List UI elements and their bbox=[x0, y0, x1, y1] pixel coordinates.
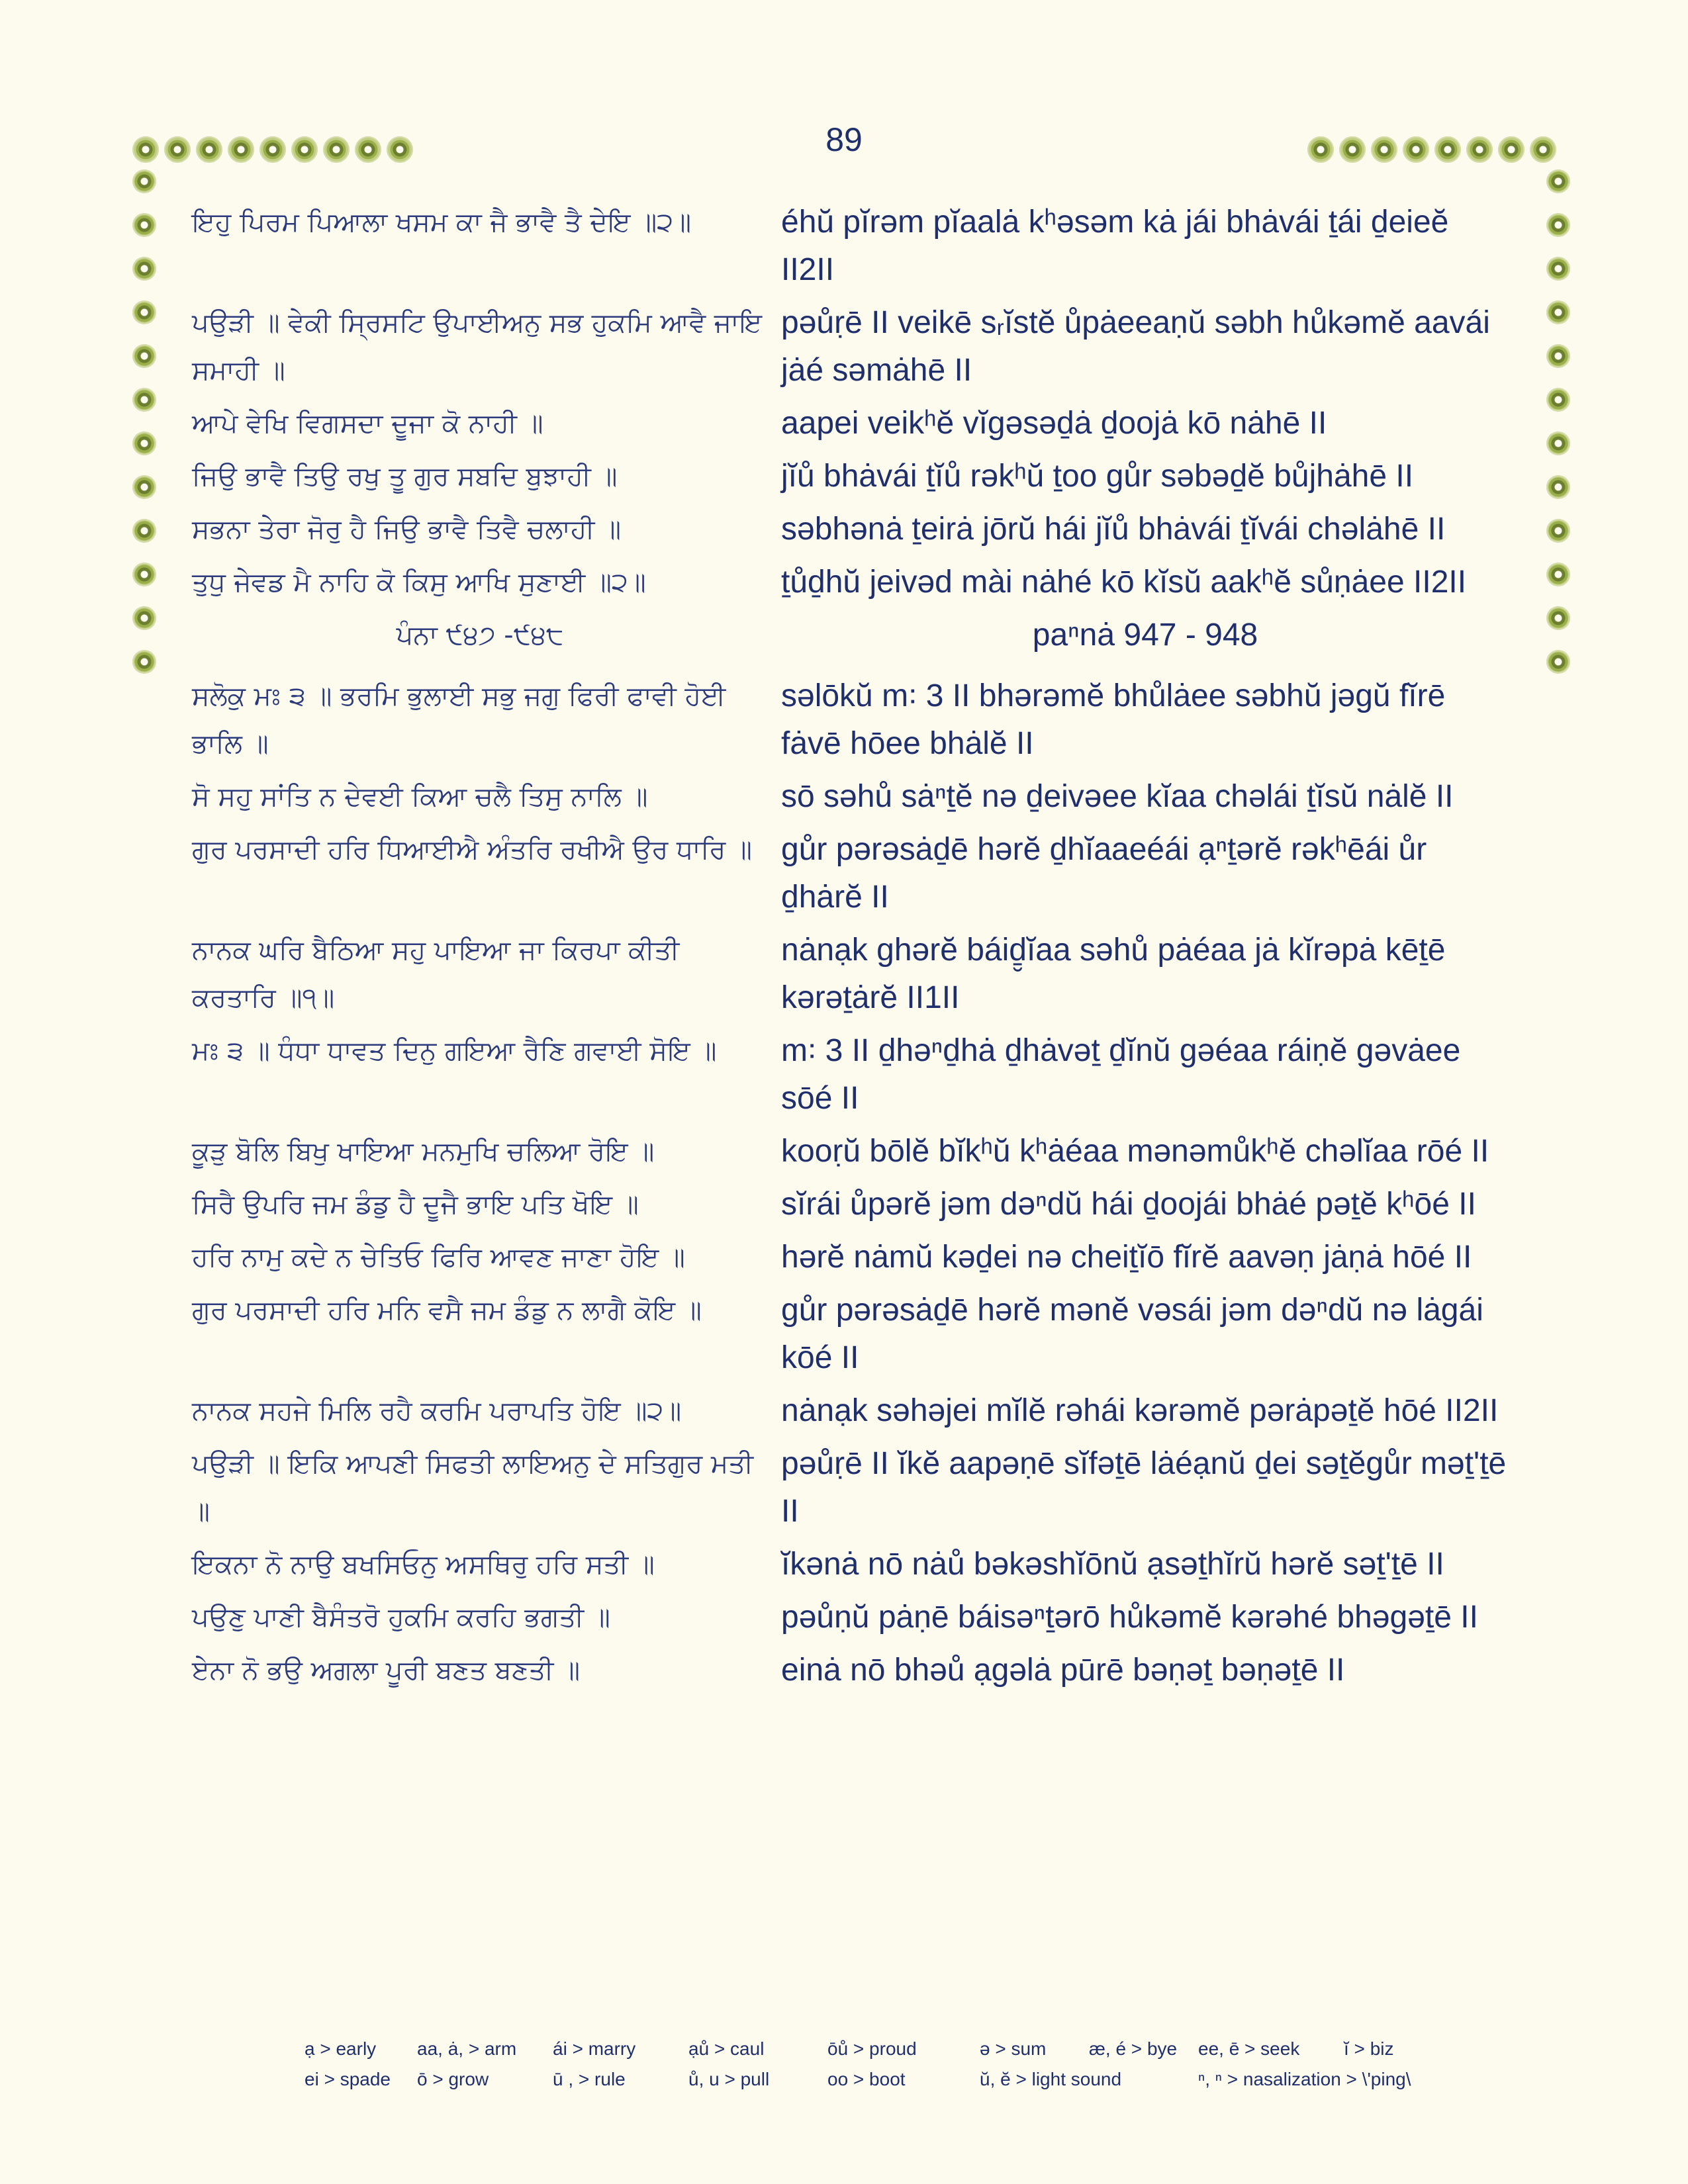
transliteration-line: kooṛŭ bōlĕ bĭkʰŭ kʰȧéaa mənəmůkʰĕ chəlĭaa rōé II bbox=[781, 1134, 1489, 1169]
legend-row bbox=[305, 2069, 1496, 2090]
legend-item: ŭ, ĕ > light sound bbox=[980, 2069, 1122, 2089]
transliteration-line: pəůṇŭ pȧṇē báisəⁿṯərō hůkəmĕ kərəhé bhəgəṯē II bbox=[781, 1600, 1478, 1635]
verse-row bbox=[192, 1234, 1509, 1281]
flower-ornament-icon bbox=[132, 213, 156, 237]
ornament-top-left bbox=[132, 136, 413, 163]
gurmukhi-line: ਗੁਰ ਪਰਸਾਦੀ ਹਰਿ ਧਿਆਈਐ ਅੰਤਰਿ ਰਖੀਐ ਉਰ ਧਾਰਿ ॥ bbox=[192, 835, 752, 865]
flower-ornament-icon bbox=[259, 136, 286, 163]
transliteration-line: ṯůḏhŭ jeivəd mài nȧhé kō kĭsŭ aakʰĕ sůṇȧee II2II bbox=[781, 565, 1467, 600]
verse-row bbox=[192, 1387, 1509, 1435]
pronunciation-legend bbox=[305, 2038, 1496, 2099]
transliteration-line: sĭrái ůpərĕ jəm dəⁿdŭ hái ḏoojái bhȧé pəṯĕ kʰōé II bbox=[781, 1187, 1476, 1222]
flower-ornament-icon bbox=[1530, 136, 1556, 163]
flower-ornament-icon bbox=[1546, 213, 1570, 237]
verse-table bbox=[192, 199, 1509, 1700]
flower-ornament-icon bbox=[1546, 563, 1570, 586]
gurmukhi-line: ਇਹੁ ਪਿਰਮ ਪਿਆਲਾ ਖਸਮ ਕਾ ਜੈ ਭਾਵੈ ਤੈ ਦੇਇ ॥੨॥ bbox=[192, 207, 692, 238]
flower-ornament-icon bbox=[132, 519, 156, 543]
legend-item: ĭ > biz bbox=[1344, 2038, 1394, 2059]
flower-ornament-icon bbox=[1498, 136, 1524, 163]
gurmukhi-line: ਪਉਣੁ ਪਾਣੀ ਬੈਸੰਤਰੋ ਹੁਕਮਿ ਕਰਹਿ ਭਗਤੀ ॥ bbox=[192, 1602, 610, 1633]
flower-ornament-icon bbox=[1546, 169, 1570, 193]
transliteration-line: einȧ nō bhəů ạgəlȧ pūrē bəṇəṯ bəṇəṯē II bbox=[781, 1653, 1345, 1688]
flower-ornament-icon bbox=[132, 344, 156, 368]
verse-row bbox=[192, 1287, 1509, 1382]
gurmukhi-line: ਸਲੋਕੁ ਮਃ ੩ ॥ ਭਰਮਿ ਭੁਲਾਈ ਸਭੁ ਜਗੁ ਫਿਰੀ ਫਾਵੀ ਹੋਈ ਭਾਲਿ ॥ bbox=[192, 681, 726, 759]
legend-item: ei > spade bbox=[305, 2069, 391, 2089]
flower-ornament-icon bbox=[132, 563, 156, 586]
verse-row bbox=[192, 199, 1509, 294]
flower-ornament-icon bbox=[1307, 136, 1334, 163]
verse-row bbox=[192, 1541, 1509, 1588]
flower-ornament-icon bbox=[132, 300, 156, 324]
gurmukhi-line: ਕੂੜੁ ਬੋਲਿ ਬਿਖੁ ਖਾਇਆ ਮਨਮੁਖਿ ਚਲਿਆ ਰੋਇ ॥ bbox=[192, 1136, 655, 1167]
flower-ornament-icon bbox=[1546, 432, 1570, 455]
flower-ornament-icon bbox=[196, 136, 222, 163]
verse-row bbox=[192, 1128, 1509, 1175]
transliteration-line: ĭkənȧ nō nȧů bəkəshĭōnŭ ạsəṯhĭrŭ hərĕ səṯ'ṯē II bbox=[781, 1547, 1444, 1582]
flower-ornament-icon bbox=[1546, 344, 1570, 368]
legend-row bbox=[305, 2038, 1496, 2060]
legend-item: ōů > proud bbox=[827, 2038, 917, 2059]
gurmukhi-line: ਸਿਰੈ ਉਪਰਿ ਜਮ ਡੰਡੁ ਹੈ ਦੂਜੈ ਭਾਇ ਪਤਿ ਖੋਇ ॥ bbox=[192, 1189, 639, 1220]
flower-ornament-icon bbox=[1546, 606, 1570, 630]
gurmukhi-line: ਨਾਨਕ ਸਹਜੇ ਮਿਲਿ ਰਹੈ ਕਰਮਿ ਪਰਾਪਤਿ ਹੋਇ ॥੨॥ bbox=[192, 1396, 682, 1426]
verse-row bbox=[192, 1647, 1509, 1694]
ornament-left-column bbox=[132, 169, 156, 674]
verse-row bbox=[192, 506, 1509, 553]
transliteration-line: gůr pərəsȧḏē hərĕ ḏhĭaaeéái ạⁿṯərĕ rəkʰēái ůr ḏhȧrĕ II bbox=[781, 832, 1427, 915]
verse-row bbox=[192, 1027, 1509, 1122]
section-heading-row bbox=[192, 612, 1509, 659]
transliteration-line: nȧnạk səhəjei mĭlĕ rəhái kərəmĕ pərȧpəṯĕ hōé II2II bbox=[781, 1393, 1499, 1428]
ornament-right-column bbox=[1546, 169, 1570, 674]
gurmukhi-line: ਸਭਨਾ ਤੇਰਾ ਜੋਰੁ ਹੈ ਜਿਉ ਭਾਵੈ ਤਿਵੈ ਚਲਾਹੀ ॥ bbox=[192, 514, 622, 545]
flower-ornament-icon bbox=[1546, 650, 1570, 674]
transliteration-line: hərĕ nȧmŭ kəḏei nə cheiṯĭō fĭrĕ aavəṇ jȧṇȧ hōé II bbox=[781, 1240, 1472, 1275]
flower-ornament-icon bbox=[323, 136, 350, 163]
flower-ornament-icon bbox=[1466, 136, 1493, 163]
gurmukhi-line: ਏਨਾ ਨੋ ਭਉ ਅਗਲਾ ਪੂਰੀ ਬਣਤ ਬਣਤੀ ॥ bbox=[192, 1655, 581, 1686]
gurmukhi-line: ਮਃ ੩ ॥ ਧੰਧਾ ਧਾਵਤ ਦਿਨੁ ਗਇਆ ਰੈਣਿ ਗਵਾਈ ਸੋਇ ॥ bbox=[192, 1036, 717, 1066]
legend-item: ə > sum bbox=[980, 2038, 1047, 2059]
legend-item: ů, u > pull bbox=[688, 2069, 770, 2089]
verse-row bbox=[192, 453, 1509, 500]
flower-ornament-icon bbox=[1546, 388, 1570, 412]
flower-ornament-icon bbox=[291, 136, 318, 163]
legend-item: æ, é > bye bbox=[1089, 2038, 1178, 2059]
transliteration-line: pəůṛē II veikē sᵣĭstĕ ůpȧeeaṇŭ səbh hůkəmĕ aavái jȧé səmȧhē II bbox=[781, 305, 1490, 388]
transliteration-line: jĭů bhȧvái ṯĭů rəkʰŭ ṯoo gůr səbəḏĕ bůjhȧhē II bbox=[781, 459, 1414, 494]
flower-ornament-icon bbox=[1546, 475, 1570, 499]
flower-ornament-icon bbox=[387, 136, 413, 163]
transliteration-line: aapei veikʰĕ vĭgəsəḏȧ ḏoojȧ kō nȧhē II bbox=[781, 406, 1327, 441]
flower-ornament-icon bbox=[355, 136, 381, 163]
flower-ornament-icon bbox=[132, 388, 156, 412]
ornament-top-right bbox=[1307, 136, 1556, 163]
flower-ornament-icon bbox=[132, 432, 156, 455]
flower-ornament-icon bbox=[1434, 136, 1461, 163]
verse-row bbox=[192, 1440, 1509, 1535]
transliteration-line: gůr pərəsȧḏē hərĕ mənĕ vəsái jəm dəⁿdŭ nə lȧgái kōé II bbox=[781, 1293, 1483, 1375]
gurmukhi-line: ਤੁਧੁ ਜੇਵਡ ਮੈ ਨਾਹਿ ਕੋ ਕਿਸੁ ਆਖਿ ਸੁਣਾਈ ॥੨॥ bbox=[192, 567, 646, 598]
flower-ornament-icon bbox=[132, 257, 156, 281]
flower-ornament-icon bbox=[164, 136, 191, 163]
gurmukhi-line: ਨਾਨਕ ਘਰਿ ਬੈਠਿਆ ਸਹੁ ਪਾਇਆ ਜਾ ਕਿਰਪਾ ਕੀਤੀ ਕਰਤਾਰਿ ॥੧॥ bbox=[192, 935, 680, 1013]
verse-row bbox=[192, 1594, 1509, 1641]
gurmukhi-line: ਪਉੜੀ ॥ ਇਕਿ ਆਪਣੀ ਸਿਫਤੀ ਲਾਇਅਨੁ ਦੇ ਸਤਿਗੁਰ ਮਤੀ ॥ bbox=[192, 1449, 753, 1527]
flower-ornament-icon bbox=[1371, 136, 1397, 163]
gurmukhi-line: ਇਕਨਾ ਨੋ ਨਾਉ ਬਖਸਿਓਨੁ ਅਸਥਿਰੁ ਹਰਿ ਸਤੀ ॥ bbox=[192, 1549, 655, 1580]
section-heading-transliteration: paⁿnȧ 947 - 948 bbox=[1032, 617, 1258, 653]
flower-ornament-icon bbox=[132, 650, 156, 674]
legend-item: ạ > early bbox=[305, 2038, 377, 2059]
transliteration-line: sō səhů sȧⁿṯĕ nə ḏeivəee kĭaa chəlái ṯĭsŭ nȧlĕ II bbox=[781, 779, 1454, 814]
flower-ornament-icon bbox=[132, 475, 156, 499]
gurmukhi-line: ਜਿਉ ਭਾਵੈ ਤਿਉ ਰਖੁ ਤੂ ਗੁਰ ਸਬਦਿ ਬੁਝਾਹੀ ॥ bbox=[192, 461, 618, 492]
flower-ornament-icon bbox=[1546, 300, 1570, 324]
flower-ornament-icon bbox=[132, 136, 159, 163]
legend-item: ū , > rule bbox=[553, 2069, 626, 2089]
verse-row bbox=[192, 672, 1509, 768]
flower-ornament-icon bbox=[1339, 136, 1366, 163]
gurmukhi-line: ਪਉੜੀ ॥ ਵੇਕੀ ਸ੍ਰਿਸਟਿ ਉਪਾਈਅਨੁ ਸਭ ਹੁਕਮਿ ਆਵੈ ਜਾਇ ਸਮਾਹੀ ॥ bbox=[192, 308, 763, 386]
verse-row bbox=[192, 400, 1509, 447]
transliteration-line: m꞉ 3 II ḏhəⁿḏhȧ ḏhȧvəṯ ḏĭnŭ gəéaa ráiṇĕ gəvȧee sōé II bbox=[781, 1033, 1461, 1116]
transliteration-line: nȧnạk ghərĕ báiḏ̮ĭaa səhů pȧéaa jȧ kĭrəpȧ kēṯē kərəṯȧrĕ II1II bbox=[781, 933, 1446, 1015]
transliteration-line: səbhənȧ ṯeirȧ jōrŭ hái jĭů bhȧvái ṯĭvái chəlȧhē II bbox=[781, 512, 1446, 547]
flower-ornament-icon bbox=[1546, 519, 1570, 543]
flower-ornament-icon bbox=[1546, 257, 1570, 281]
flower-ornament-icon bbox=[228, 136, 254, 163]
legend-item: ō > grow bbox=[417, 2069, 489, 2089]
verse-row bbox=[192, 1181, 1509, 1228]
legend-item: aa, ȧ, > arm bbox=[417, 2038, 517, 2059]
flower-ornament-icon bbox=[132, 169, 156, 193]
legend-item: ee, ē > seek bbox=[1198, 2038, 1300, 2059]
verse-row bbox=[192, 927, 1509, 1022]
legend-item: ⁿ, ⁿ > nasalization > \'ping\ bbox=[1198, 2069, 1411, 2089]
gurmukhi-line: ਹਰਿ ਨਾਮੁ ਕਦੇ ਨ ਚੇਤਿਓ ਫਿਰਿ ਆਵਣ ਜਾਣਾ ਹੋਇ ॥ bbox=[192, 1242, 685, 1273]
gurmukhi-line: ਸੋ ਸਹੁ ਸਾਂਤਿ ਨ ਦੇਵਈ ਕਿਆ ਚਲੈ ਤਿਸੁ ਨਾਲਿ ॥ bbox=[192, 782, 648, 812]
flower-ornament-icon bbox=[132, 606, 156, 630]
section-heading-gurmukhi: ਪੰਨਾ ੯੪੭ -੯੪੮ bbox=[396, 620, 564, 651]
verse-row bbox=[192, 299, 1509, 394]
page-number: 89 bbox=[825, 121, 863, 158]
gurmukhi-line: ਆਪੇ ਵੇਖਿ ਵਿਗਸਦਾ ਦੂਜਾ ਕੋ ਨਾਹੀ ॥ bbox=[192, 408, 543, 439]
transliteration-line: pəůṛē II ĭkĕ aapəṇē sĭfəṯē lȧéạnŭ ḏei səṯĕgůr məṯ'ṯē II bbox=[781, 1446, 1507, 1529]
gurmukhi-line: ਗੁਰ ਪਰਸਾਦੀ ਹਰਿ ਮਨਿ ਵਸੈ ਜਮ ਡੰਡੁ ਨ ਲਾਗੈ ਕੋਇ ॥ bbox=[192, 1295, 702, 1326]
legend-item: oo > boot bbox=[827, 2069, 906, 2089]
legend-item: ạů > caul bbox=[688, 2038, 765, 2059]
legend-item: ái > marry bbox=[553, 2038, 636, 2059]
flower-ornament-icon bbox=[1403, 136, 1429, 163]
verse-row bbox=[192, 773, 1509, 821]
verse-row bbox=[192, 826, 1509, 921]
transliteration-line: éhŭ pĭrəm pĭaalȧ kʰəsəm kȧ jái bhȧvái ṯái ḏeieĕ II2II bbox=[781, 205, 1449, 287]
verse-row bbox=[192, 559, 1509, 606]
transliteration-line: səlōkŭ m꞉ 3 II bhərəmĕ bhůlȧee səbhŭ jəgŭ fĭrē fȧvē hōee bhȧlĕ II bbox=[781, 678, 1446, 761]
